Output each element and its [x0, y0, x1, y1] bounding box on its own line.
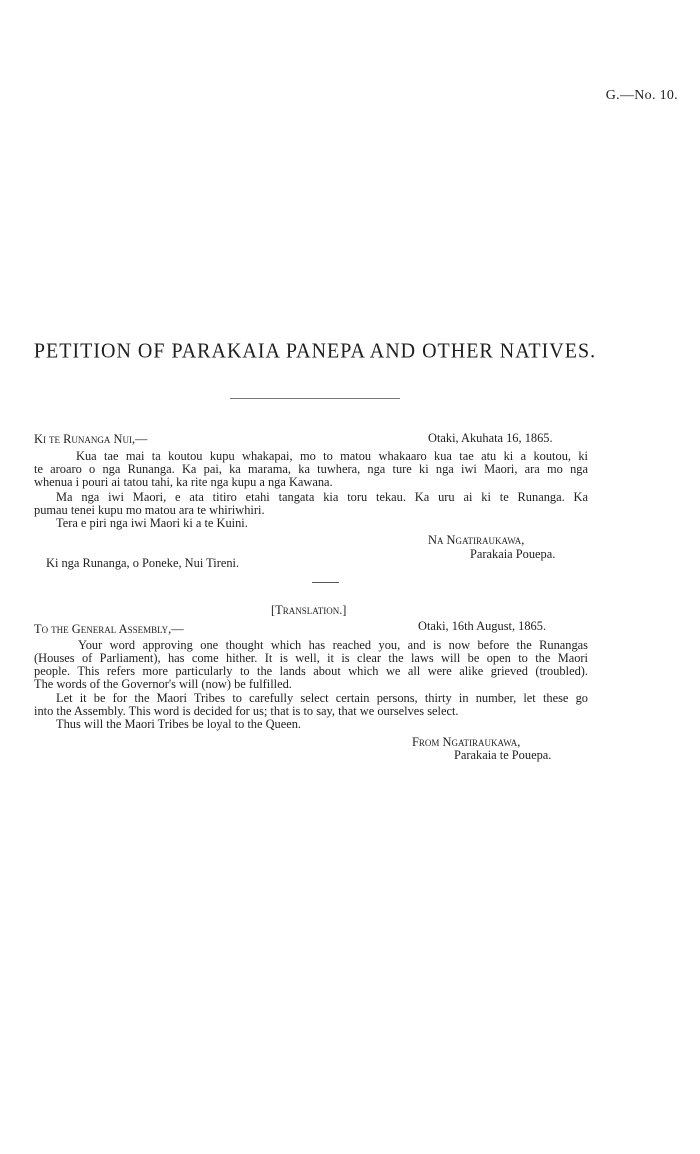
maori-signature-from: Na Ngatiraukawa,	[428, 533, 525, 547]
page-title: PETITION OF PARAKAIA PANEPA AND OTHER NATIVES.	[33, 339, 597, 363]
maori-paragraph-line: Tera e piri nga iwi Maori ki a te Kuini.	[56, 516, 248, 530]
translation-paragraph-line: Thus will the Maori Tribes be loyal to the Queen.	[56, 717, 302, 731]
translation-paragraph-line: Let it be for the Maori Tribes to carefully select certain persons, thirty in number, let these go	[56, 691, 588, 705]
translation-paragraph-line: Your word approving one thought which has reached you, and is now before the Runangas	[78, 638, 588, 652]
document-reference: G.—No. 10.	[605, 88, 678, 103]
translation-paragraph-line: people. This refers more particularly to the lands about which we all were alike grieved (troubled).	[34, 664, 588, 678]
maori-paragraph-line: pumau tenei kupu mo matou ara te whiriwhiri.	[34, 503, 265, 517]
maori-paragraph-line: te aroaro o nga Runanga. Ka pai, ka marama, ka tuwhera, nga ture ki nga iwi Maori, ara mo nga	[34, 462, 588, 476]
maori-paragraph-line: whenua i pouri ai tatou tahi, ka rite nga kupu a nga Kawana.	[34, 475, 333, 489]
translation-heading: [Translation.]	[271, 603, 347, 617]
translation-paragraph-line: into the Assembly. This word is decided for us; that is to say, that we ourselves select.	[34, 704, 459, 718]
title-rule	[230, 398, 400, 399]
maori-address: Ki nga Runanga, o Poneke, Nui Tireni.	[46, 556, 240, 570]
section-divider	[312, 582, 339, 583]
translation-signature-name: Parakaia te Pouepa.	[454, 748, 552, 762]
maori-signature-name: Parakaia Pouepa.	[470, 547, 556, 561]
translation-salutation: To the General Assembly,—	[34, 622, 184, 636]
maori-place-date: Otaki, Akuhata 16, 1865.	[428, 431, 553, 445]
maori-salutation: Ki te Runanga Nui,—	[34, 432, 148, 446]
translation-paragraph-line: (Houses of Parliament), has come hither. It is well, it is clear the laws will be open to the Maori	[34, 651, 588, 665]
maori-paragraph-line: Kua tae mai ta koutou kupu whakapai, mo to matou whakaaro kua tae atu ki a koutou, ki	[76, 449, 588, 463]
maori-paragraph-line: Ma nga iwi Maori, e ata titiro etahi tangata kia toru tekau. Ka uru ai ki te Runanga. Ka	[56, 490, 588, 504]
translation-place-date: Otaki, 16th August, 1865.	[418, 619, 547, 633]
translation-signature-from: From Ngatiraukawa,	[412, 735, 521, 749]
translation-paragraph-line: The words of the Governor's will (now) be fulfilled.	[34, 677, 292, 691]
